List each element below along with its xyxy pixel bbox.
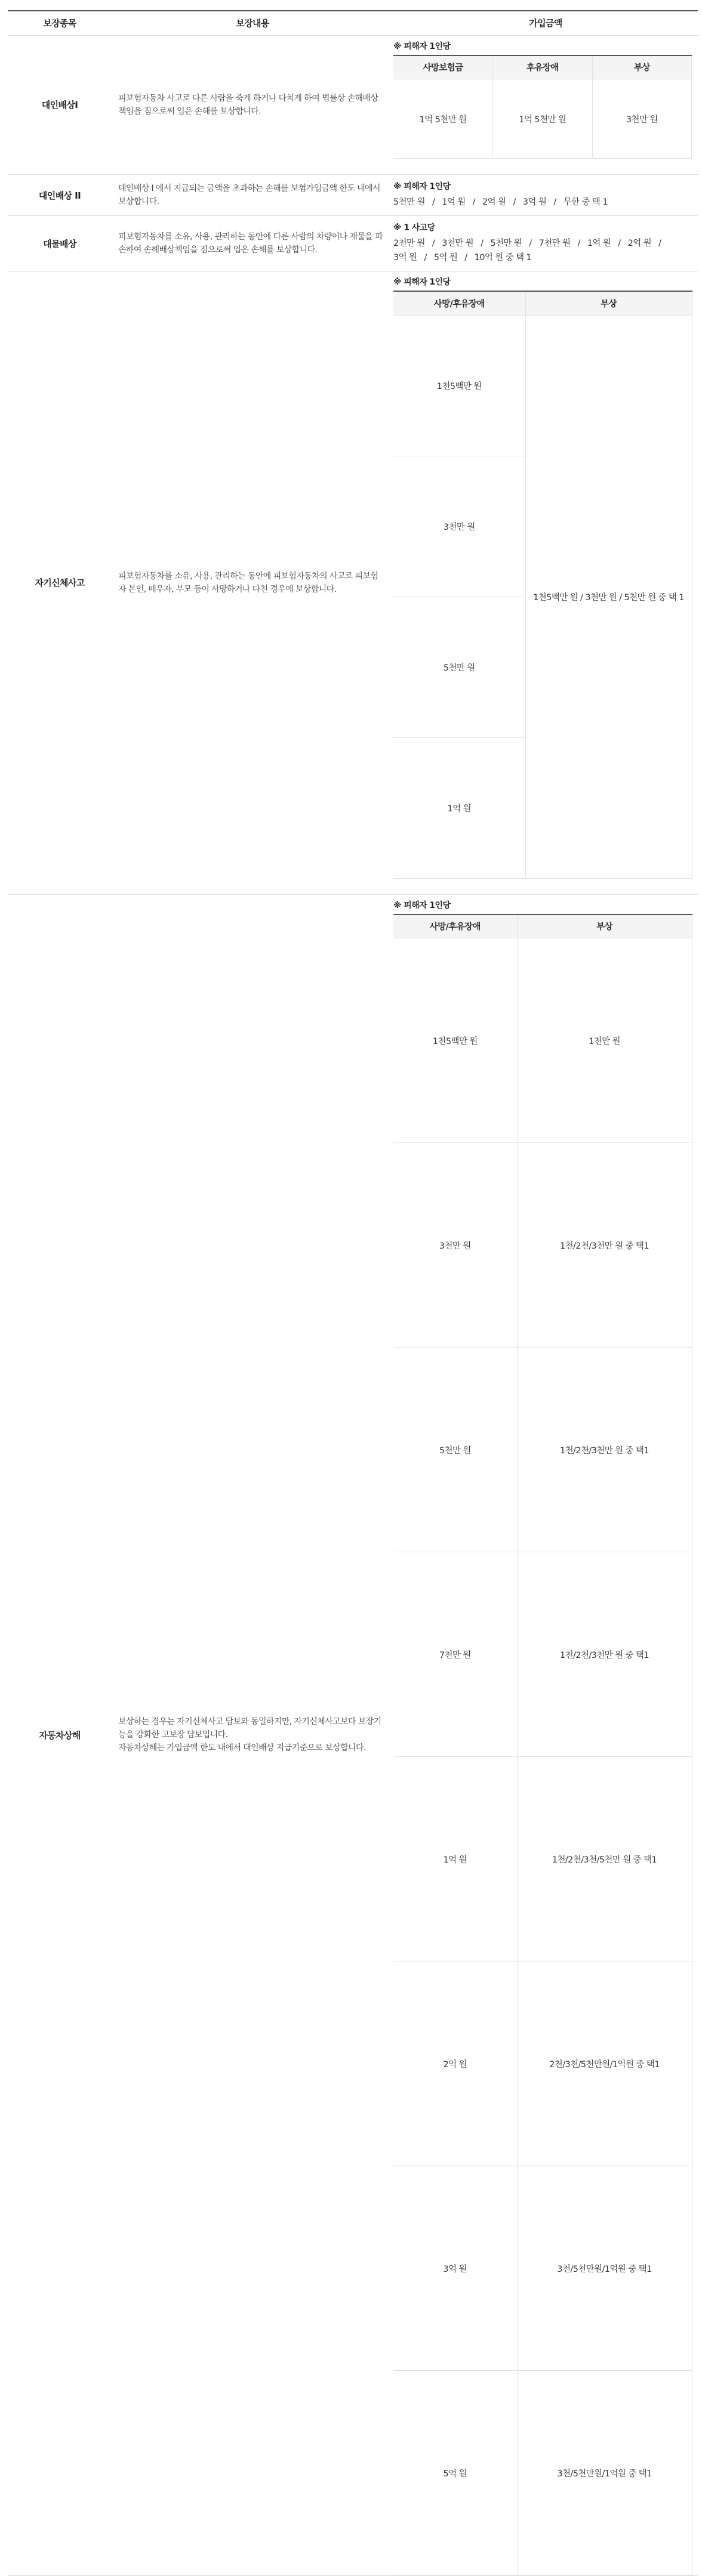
coverage-amount: [393, 35, 698, 175]
coverage-name: 자기신체사고: [8, 271, 112, 895]
subtable-cell: 1천/2천/3천/5천만 원 중 택1: [517, 1757, 692, 1962]
subtable-cell: 2억 원: [393, 1962, 517, 2166]
subtable-cell: 3천만 원: [393, 456, 525, 597]
coverage-amount: [393, 175, 698, 216]
amount-note: ※ 피해자 1인당: [393, 182, 451, 191]
subtable-cell: 1억 5천만 원: [393, 79, 493, 159]
subtable-cell: 5천만 원: [393, 597, 525, 737]
subtable-header: 부상: [592, 55, 692, 79]
subtable-cell: 5천만 원: [393, 1348, 517, 1552]
coverage-desc-line: 자동차상해는 가입금액 한도 내에서 대인배상 지급기준으로 보상합니다.: [118, 1743, 366, 1753]
coverage-desc: 피보험자동차를 소유, 사용, 관리하는 동안에 다른 사람의 차량이나 재물을 파손하여 손해배상책임을 짐으로써 입은 손해를 보상합니다.: [112, 216, 393, 271]
header-content: 보장내용: [112, 11, 393, 35]
coverage-name: 대인배상I: [8, 35, 112, 175]
coverage-name: 대물배상: [8, 216, 112, 271]
subtable-header: 부상: [525, 291, 692, 315]
subtable-cell: 1천5백만 원: [393, 938, 517, 1143]
subtable-cell: 1억 원: [393, 737, 525, 878]
amount-options: 3억 원 / 5억 원 / 10억 원 중 택 1: [393, 253, 532, 262]
header-item: 보장종목: [8, 11, 112, 35]
coverage-amount: [393, 271, 698, 895]
subtable-header: 후유장애: [493, 55, 593, 79]
coverage-desc: 피보험자동차를 소유, 사용, 관리하는 동안에 피보험자동차의 사고로 피보험자 본인, 배우자, 부모 등이 사망하거나 다친 경우에 보상합니다.: [112, 271, 393, 895]
subtable-header: 부상: [517, 915, 692, 938]
subtable-cell: 1천/2천/3천만 원 중 택1: [517, 1143, 692, 1348]
subtable-cell: 3천/5천만원/1억원 중 택1: [517, 2166, 692, 2371]
coverage-name: 대인배상 II: [8, 175, 112, 216]
coverage-name: 자동차상해: [8, 894, 112, 2576]
subtable-cell: 3천만 원: [393, 1143, 517, 1348]
subtable-header: 사망/후유장애: [393, 291, 525, 315]
table-row: [8, 894, 698, 2576]
subtable-cell: 1천/2천/3천만 원 중 택1: [517, 1348, 692, 1552]
coverage-desc-line: 보상하는 경우는 자기신체사고 담보와 동일하지만, 자기신체사고보다 보장기능을 강화한 고보장 담보입니다.: [118, 1717, 381, 1740]
header-row: [8, 11, 698, 35]
header-amount: 가입금액: [393, 11, 698, 35]
amount-options: 2천만 원 / 3천만 원 / 5천만 원 / 7천만 원 / 1억 원 / 2억 원 /: [393, 239, 661, 248]
amount-note: ※ 피해자 1인당: [393, 41, 451, 51]
subtable-cell: 1천5백만 원: [393, 315, 525, 456]
amount-subtable: [393, 291, 692, 879]
table-row: [8, 216, 698, 271]
subtable-cell: 7천만 원: [393, 1552, 517, 1757]
subtable-cell: 1억 원: [393, 1757, 517, 1962]
subtable-header: 사망/후유장애: [393, 915, 517, 938]
coverage-desc: 피보험자동차 사고로 다른 사람을 죽게 하거나 다치게 하여 법률상 손해배상책임을 짐으로써 입은 손해를 보상합니다.: [112, 35, 393, 175]
subtable-cell: 1천만 원: [517, 938, 692, 1143]
amount-note: ※ 1 사고당: [393, 223, 435, 233]
subtable-cell: 1억 5천만 원: [493, 79, 593, 159]
subtable-cell: 1천/2천/3천만 원 중 택1: [517, 1552, 692, 1757]
amount-subtable: [393, 55, 692, 159]
coverage-desc: 대인배상 I 에서 지급되는 금액을 초과하는 손해를 보험가입금액 한도 내에서 보상합니다.: [112, 175, 393, 216]
subtable-cell: 1천5백만 원 / 3천만 원 / 5천만 원 중 택 1: [525, 315, 692, 878]
subtable-cell: 5억 원: [393, 2371, 517, 2575]
coverage-amount: [393, 216, 698, 271]
subtable-cell: 3천만 원: [592, 79, 692, 159]
coverage-desc: [112, 894, 393, 2576]
amount-subtable: [393, 914, 692, 2576]
coverage-amount: [393, 894, 698, 2576]
amount-options: 5천만 원 / 1억 원 / 2억 원 / 3억 원 / 무한 중 택 1: [393, 197, 608, 207]
subtable-cell: 2천/3천/5천만원/1억원 중 택1: [517, 1962, 692, 2166]
coverage-table: [8, 10, 698, 2576]
amount-note: ※ 피해자 1인당: [393, 277, 451, 287]
table-row: [8, 271, 698, 895]
amount-note: ※ 피해자 1인당: [393, 900, 451, 910]
subtable-cell: 3천/5천만원/1억원 중 택1: [517, 2371, 692, 2575]
table-row: [8, 35, 698, 175]
table-row: [8, 175, 698, 216]
subtable-header: 사망보험금: [393, 55, 493, 79]
subtable-cell: 3억 원: [393, 2166, 517, 2371]
